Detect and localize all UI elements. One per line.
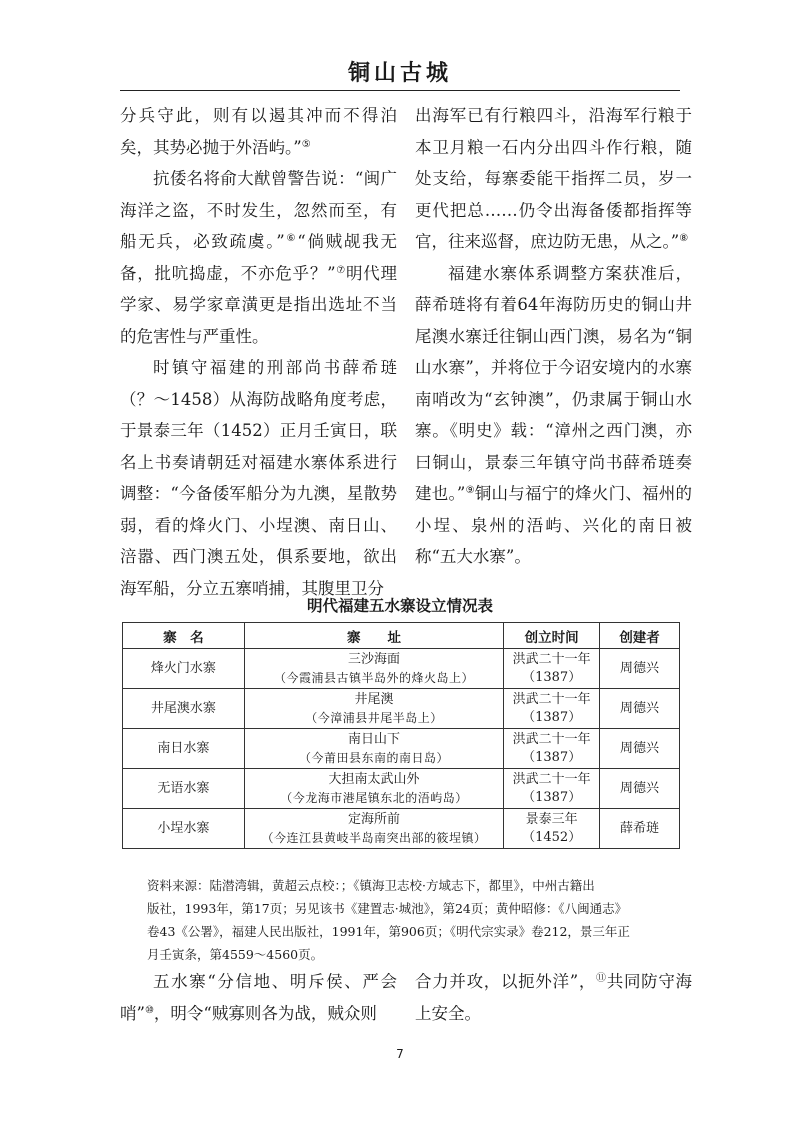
column-header: 寨 址 [244, 623, 503, 649]
founding-time-cell: 洪武二十一年 （1387） [504, 689, 600, 729]
footnote-ref[interactable]: ⑩ [144, 1004, 154, 1016]
table-row [123, 809, 680, 849]
table-title: 明代福建五水寨设立情况表 [306, 597, 493, 615]
source-line: 月壬寅条，第4559～4560页。 [147, 947, 324, 962]
paragraph: 抗倭名将俞大猷曾警告说：“闽广海洋之盗，不时发生，忽然而至，有船无兵，必致疏虞。”⑥“倘贼觇我无备，批吭捣虚，不亦危乎？”⑦明代理学家、易学家章潢更是指出选址不当的危害性与严重性。 [120, 169, 398, 346]
water-fort-table [122, 622, 680, 849]
paragraph: 福建水寨体系调整方案获准后，薛希琏将有着64年海防历史的铜山井尾澳水寨迁往铜山西门澳，易名为“铜山水寨”，并将位于今诏安境内的水寨南哨改为“玄钟澳”，仍隶属于铜山水寨。《明史》载：“漳州之西门澳，亦曰铜山，景泰三年镇守尚书薛希琏奏建也。”⑨铜山与福宁的烽火门、福州的小埕、泉州的浯屿、兴化的南日被称“五大水寨”。 [415, 263, 693, 566]
left-text-column [120, 100, 397, 604]
table-row [123, 649, 680, 689]
column-header: 创建者 [600, 623, 680, 649]
table-row [123, 769, 680, 809]
founder-cell: 薛希琏 [600, 809, 680, 849]
founder-cell: 周德兴 [600, 649, 680, 689]
founding-time-cell: 洪武二十一年 （1387） [504, 769, 600, 809]
footnote-ref[interactable]: ⑪ [596, 973, 607, 984]
table-source-note [147, 874, 680, 966]
founding-time-cell: 洪武二十一年 （1387） [504, 729, 600, 769]
source-line: 卷43《公署》，福建人民出版社，1991年，第906页；《明代宗实录》卷212，景三年正 [147, 924, 630, 939]
founder-cell: 周德兴 [600, 729, 680, 769]
paragraph: 合力并攻，以扼外洋”，⑪共同防守海上安全。 [415, 972, 693, 1023]
table-row [123, 689, 680, 729]
footnote-ref[interactable]: ⑤ [301, 138, 311, 150]
founding-time-cell: 洪武二十一年 （1387） [504, 649, 600, 689]
footnote-ref[interactable]: ⑧ [679, 233, 689, 244]
table-row [123, 729, 680, 769]
header-title: 铜山古城 [347, 60, 452, 86]
column-header: 创立时间 [504, 623, 600, 649]
fort-site-cell: 南日山下 （今莆田县东南的南日岛） [244, 729, 503, 769]
fort-name-cell: 无语水寨 [123, 769, 245, 809]
table-header-row [123, 623, 680, 649]
founder-cell: 周德兴 [600, 689, 680, 729]
founding-time-cell: 景泰三年 （1452） [504, 809, 600, 849]
right-text-column [415, 100, 692, 573]
paragraph: 五水寨“分信地、明斥侯、严会哨”⑩，明令“贼寡则各为战，贼众则 [120, 972, 397, 1023]
paragraph: 出海军已有行粮四斗，沿海军行粮于本卫月粮一石内分出四斗作行粮，随处支给，每寨委能干指挥二员，岁一更代把总……仍令出海备倭都指挥等官，往来巡督，庶边防无患，从之。”⑧ [415, 106, 692, 251]
column-header: 寨 名 [123, 623, 245, 649]
fort-name-cell: 烽火门水寨 [123, 649, 245, 689]
bottom-left-column [120, 966, 397, 1029]
fort-name-cell: 小埕水寨 [123, 809, 245, 849]
bottom-right-column [415, 966, 692, 1029]
fort-site-cell: 井尾澳 （今漳浦县井尾半岛上） [244, 689, 503, 729]
footnote-ref[interactable]: ⑨ [465, 485, 475, 496]
fort-site-cell: 三沙海面 （今霞浦县古镇半岛外的烽火岛上） [244, 649, 503, 689]
source-line: 版社，1993年，第17页；另见该书《建置志·城池》，第24页；黄仲昭修：《八闽通志》 [147, 901, 628, 916]
source-line: 资料来源：陆潜湾辑，黄超云点校：；《镇海卫志校·方域志下，都里》，中州古籍出 [147, 878, 595, 893]
running-header [120, 56, 680, 91]
fort-site-cell: 定海所前 （今连江县黄岐半岛南突出部的筱埕镇） [244, 809, 503, 849]
fort-name-cell: 南日水寨 [123, 729, 245, 769]
fort-name-cell: 井尾澳水寨 [123, 689, 245, 729]
founder-cell: 周德兴 [600, 769, 680, 809]
page-number: 7 [396, 1047, 404, 1061]
footnote-ref[interactable]: ⑥ [284, 233, 298, 244]
paragraph: 分兵守此，则有以遏其冲而不得泊矣，其势必抛于外浯屿。”⑤ [120, 106, 397, 157]
footnote-ref[interactable]: ⑦ [335, 264, 346, 276]
paragraph: 时镇守福建的刑部尚书薛希琏（？～1458）从海防战略角度考虑，于景泰三年（1452）正月壬寅日，联名上书奏请朝廷对福建水寨体系进行调整：“今备倭军船分为九澳，星散势弱，看的烽火门、小埕澳、南日山、涪嚣、西门澳五处，俱系要地，欲出海军船，分立五寨哨捕，其腹里卫分 [120, 358, 397, 598]
fort-site-cell: 大担南太武山外 （今龙海市港尾镇东北的浯屿岛） [244, 769, 503, 809]
